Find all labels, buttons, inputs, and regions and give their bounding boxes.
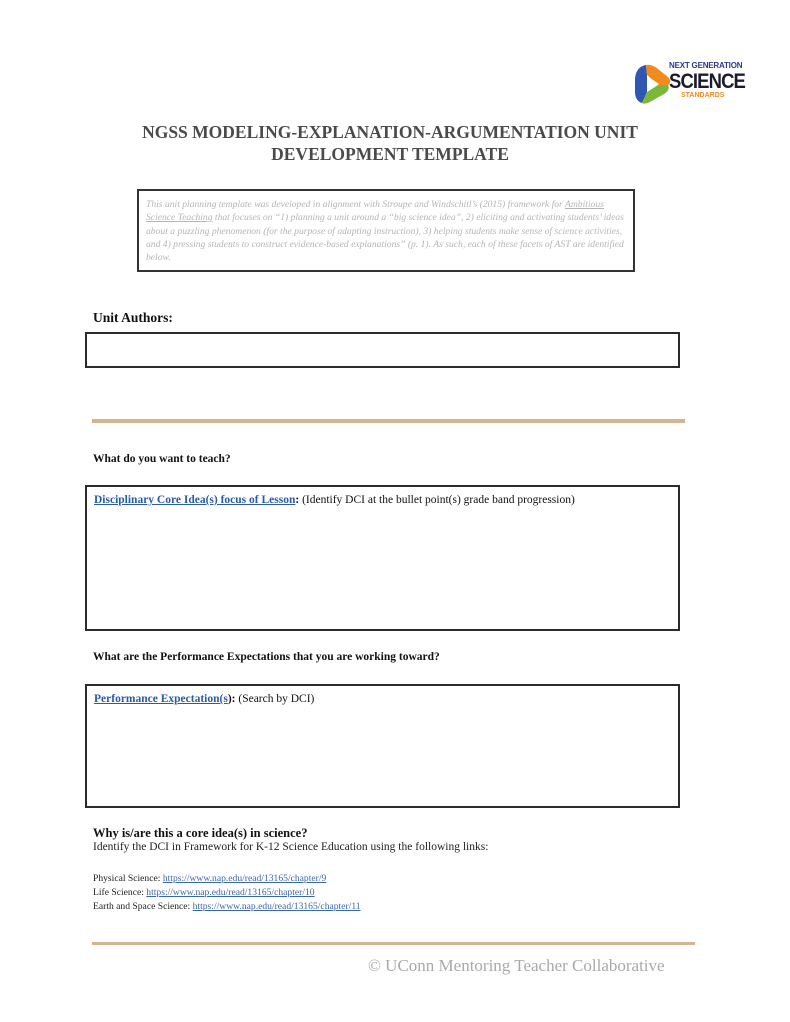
logo-line2: SCIENCE <box>669 70 745 93</box>
page-title-line2: DEVELOPMENT TEMPLATE <box>271 144 509 164</box>
resource-label: Physical Science: <box>93 873 163 884</box>
ngss-logo <box>632 60 745 108</box>
ngss-triangle-icon <box>632 62 672 106</box>
pe-colon: : <box>231 693 236 705</box>
intro-box <box>137 189 635 272</box>
pe-hint: (Search by DCI) <box>235 693 315 705</box>
resource-label: Life Science: <box>93 887 147 898</box>
resource-link[interactable]: https://www.nap.edu/read/13165/chapter/10 <box>146 887 315 898</box>
section-divider <box>92 419 685 423</box>
unit-authors-field[interactable] <box>85 332 680 368</box>
resource-label: Earth and Space Science: <box>93 901 193 912</box>
logo-line3: STANDARDS <box>681 92 725 99</box>
teach-question: What do you want to teach? <box>93 453 231 465</box>
pe-field[interactable] <box>85 684 680 808</box>
dci-field-header <box>94 494 575 506</box>
intro-text-start: This unit planning template was developed in alignment with Stroupe and Windschitl’s (2015) framework for <box>146 199 565 210</box>
ast-link[interactable]: Ambitious Science Teaching <box>146 199 604 224</box>
why-section <box>93 826 488 853</box>
intro-text <box>146 198 627 264</box>
logo-line1: NEXT GENERATION <box>669 61 743 70</box>
resource-physical-science <box>93 872 361 886</box>
resource-earth-space-science <box>93 900 361 914</box>
footer-divider <box>92 942 695 945</box>
page-title-line1: NGSS MODELING-EXPLANATION-ARGUMENTATION UNIT <box>142 122 638 142</box>
pe-question: What are the Performance Expectations that you are working toward? <box>93 651 440 663</box>
resource-link[interactable]: https://www.nap.edu/read/13165/chapter/9 <box>162 873 327 884</box>
pe-field-header <box>94 693 314 705</box>
why-subtitle: Identify the DCI in Framework for K-12 Science Education using the following links: <box>93 841 489 853</box>
dci-field[interactable] <box>85 485 680 631</box>
intro-text-end: that focuses on “1) planning a unit around a “big science idea”, 2) eliciting and activating students’ ideas about a puzzling phenomenon (for the purpose of adapting instruction), 3) helping students make sense of science activities, and 4) pressing students to construct evidence-based explanations” (p. 1). As such, each of these facets of AST are identified below. <box>146 212 624 264</box>
dci-link[interactable]: Disciplinary Core Idea(s) focus of Lesson <box>94 494 296 506</box>
why-title: Why is/are this a core idea(s) in science? <box>93 826 308 840</box>
pe-link-tail: ) <box>227 693 232 705</box>
resource-list <box>93 872 361 914</box>
dci-colon: : <box>295 494 300 506</box>
resource-link[interactable]: https://www.nap.edu/read/13165/chapter/11 <box>192 901 361 912</box>
page-title <box>0 121 780 165</box>
pe-link[interactable]: Performance Expectation(s <box>94 693 228 705</box>
copyright-footer: © UConn Mentoring Teacher Collaborative <box>368 956 665 975</box>
dci-hint: (Identify DCI at the bullet point(s) grade band progression) <box>299 494 575 506</box>
unit-authors-label: Unit Authors: <box>93 310 173 325</box>
resource-life-science <box>93 886 361 900</box>
logo-wordmark <box>669 62 755 99</box>
